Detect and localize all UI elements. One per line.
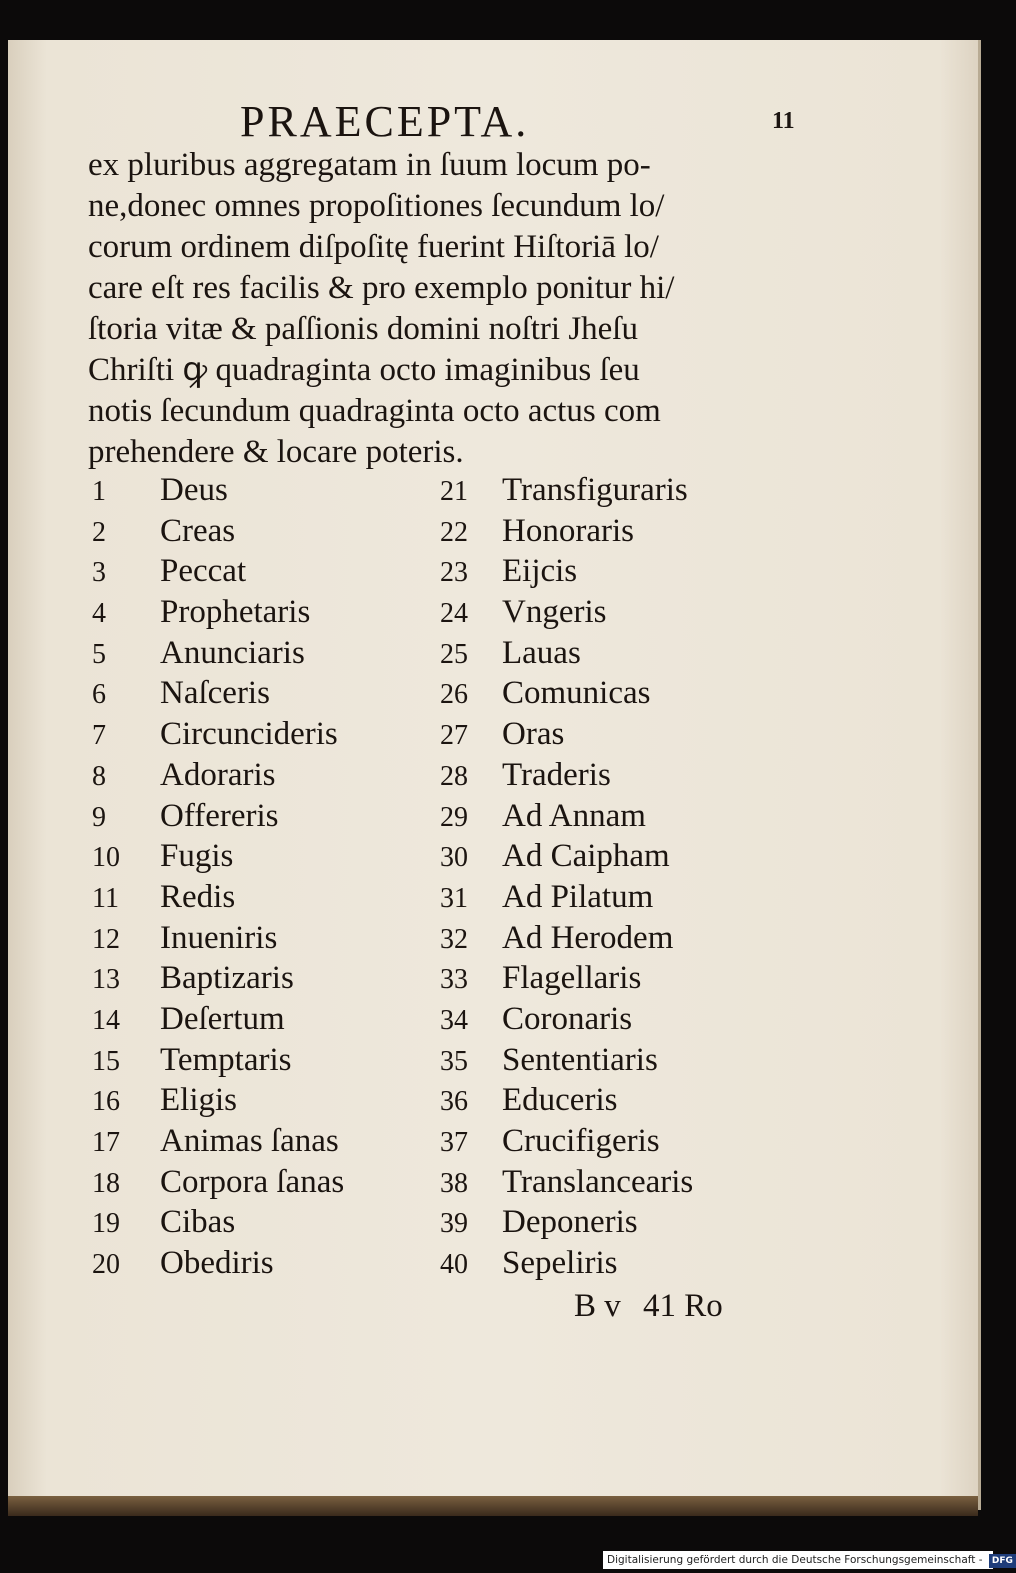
item-word: Deſertum [160,1000,285,1037]
body-line: ſtoria vitæ & paſſionis domini noſtri Jheſu [88,311,638,347]
list-item [440,999,770,1040]
item-number: 15 [92,1045,120,1077]
item-number: 13 [92,964,120,996]
folio-number: 11 [772,108,795,134]
item-word: Creas [160,512,236,549]
item-word: Ad Herodem [502,919,674,956]
item-word: Flagellaris [502,960,642,997]
list-item [92,1040,422,1081]
item-number: 14 [92,1004,120,1036]
item-number: 33 [440,964,468,996]
item-word: Translancearis [502,1163,694,1200]
body-line: ne,donec omnes propoſitiones ſecundum lo/ [88,188,665,224]
list-item [440,511,770,552]
body-line: Chriſti ꝙ quadraginta octo imaginibus ſeu [88,352,640,388]
numbered-list-right [440,470,770,1284]
list-item [440,1040,770,1081]
list-item [92,551,422,592]
item-number: 17 [92,1127,120,1158]
item-word: Temptaris [160,1041,292,1078]
item-number: 20 [92,1249,120,1281]
item-number: 7 [92,720,106,752]
body-paragraph [88,145,806,473]
digitization-credit-bar [603,1551,1013,1569]
item-number: 30 [440,842,468,874]
item-word: Sententiaris [502,1041,658,1078]
catchword: 41 Ro [643,1288,723,1324]
list-item [92,1202,422,1243]
item-number: 11 [92,882,119,914]
list-item [440,1202,770,1243]
list-item [92,673,422,714]
list-item [440,592,770,633]
list-item [440,673,770,714]
item-word: Transfiguraris [502,472,688,508]
item-number: 23 [440,557,468,589]
list-item [440,1080,770,1121]
list-item [92,470,422,511]
item-number: 8 [92,760,106,792]
list-item [92,958,422,999]
list-item [92,836,422,877]
list-item [92,796,422,837]
item-number: 16 [92,1086,120,1118]
item-word: Redis [160,878,236,915]
item-word: Comunicas [502,675,651,712]
item-number: 21 [440,476,468,507]
dfg-logo: DFG [989,1554,1016,1568]
list-item [440,1121,770,1162]
item-number: 29 [440,801,468,833]
item-word: Prophetaris [160,594,311,631]
item-number: 10 [92,842,120,874]
item-word: Oras [502,716,565,753]
list-item [92,1243,422,1284]
item-number: 24 [440,598,468,630]
item-number: 2 [92,516,106,548]
item-word: Cibas [160,1204,236,1241]
item-number: 22 [440,516,468,548]
item-number: 38 [440,1167,468,1199]
item-number: 27 [440,720,468,752]
body-line: notis ſecundum quadraginta octo actus com [88,393,661,429]
list-item [92,1121,422,1162]
item-number: 18 [92,1167,120,1199]
item-number: 4 [92,598,106,630]
credit-text: Digitalisierung gefördert durch die Deutsche Forschungsgemeinschaft - [607,1554,983,1566]
list-item [440,1162,770,1203]
list-item [92,592,422,633]
item-word: Naſceris [160,675,270,712]
item-number: 3 [92,557,106,589]
signature-line [574,1288,737,1325]
list-item [440,755,770,796]
item-number: 5 [92,638,106,670]
item-word: Corpora ſanas [160,1163,345,1200]
item-number: 28 [440,760,468,792]
item-number: 31 [440,882,468,914]
item-word: Vngeris [502,594,607,631]
item-word: Crucifigeris [502,1123,660,1159]
list-item [92,877,422,918]
item-word: Deus [160,472,228,508]
item-number: 37 [440,1127,468,1158]
list-item [92,999,422,1040]
list-item [92,714,422,755]
numbered-list-left [92,470,422,1284]
item-word: Coronaris [502,1000,633,1037]
item-number: 6 [92,679,106,711]
list-item [440,918,770,959]
list-item [92,633,422,674]
item-word: Offereris [160,797,279,834]
item-word: Traderis [502,756,611,793]
body-line: ex pluribus aggregatam in ſuum locum po- [88,147,651,183]
item-number: 39 [440,1208,468,1240]
list-item [92,918,422,959]
item-word: Inueniris [160,919,278,956]
list-item [440,633,770,674]
item-word: Lauas [502,634,581,671]
body-line: prehendere & locare poteris. [88,434,464,470]
list-item [92,755,422,796]
list-item [92,511,422,552]
list-item [440,796,770,837]
item-word: Fugis [160,838,234,875]
list-item [92,1162,422,1203]
list-item [92,1080,422,1121]
list-item [440,470,770,511]
item-word: Obediris [160,1245,274,1282]
item-number: 19 [92,1208,120,1240]
item-word: Eligis [160,1082,238,1119]
page-bottom-edge [8,1496,978,1516]
item-word: Eijcis [502,553,578,590]
item-number: 26 [440,679,468,711]
list-item [440,877,770,918]
signature-mark: B v [574,1288,621,1324]
item-number: 1 [92,476,106,507]
item-number: 40 [440,1249,468,1281]
item-word: Ad Caipham [502,838,670,875]
item-word: Sepeliris [502,1245,618,1282]
item-number: 35 [440,1045,468,1077]
item-word: Baptizaris [160,960,294,997]
list-item [440,551,770,592]
item-number: 25 [440,638,468,670]
item-word: Ad Pilatum [502,878,654,915]
list-item [440,836,770,877]
running-head: PRAECEPTA. [240,97,530,146]
item-word: Anunciaris [160,634,305,671]
list-item [440,1243,770,1284]
list-item [440,958,770,999]
item-word: Ad Annam [502,797,646,834]
item-word: Animas ſanas [160,1123,339,1159]
item-number: 32 [440,923,468,955]
item-number: 9 [92,801,106,833]
item-number: 34 [440,1004,468,1036]
item-word: Circuncideris [160,716,338,753]
list-item [440,714,770,755]
item-word: Adoraris [160,756,276,793]
body-line: care eſt res facilis & pro exemplo ponitur hi/ [88,270,675,306]
item-number: 12 [92,923,120,955]
body-line: corum ordinem diſpoſitę fuerint Hiſtoriā lo/ [88,229,659,265]
item-number: 36 [440,1086,468,1118]
item-word: Educeris [502,1082,618,1119]
item-word: Deponeris [502,1204,638,1241]
item-word: Honoraris [502,512,634,549]
item-word: Peccat [160,553,247,590]
